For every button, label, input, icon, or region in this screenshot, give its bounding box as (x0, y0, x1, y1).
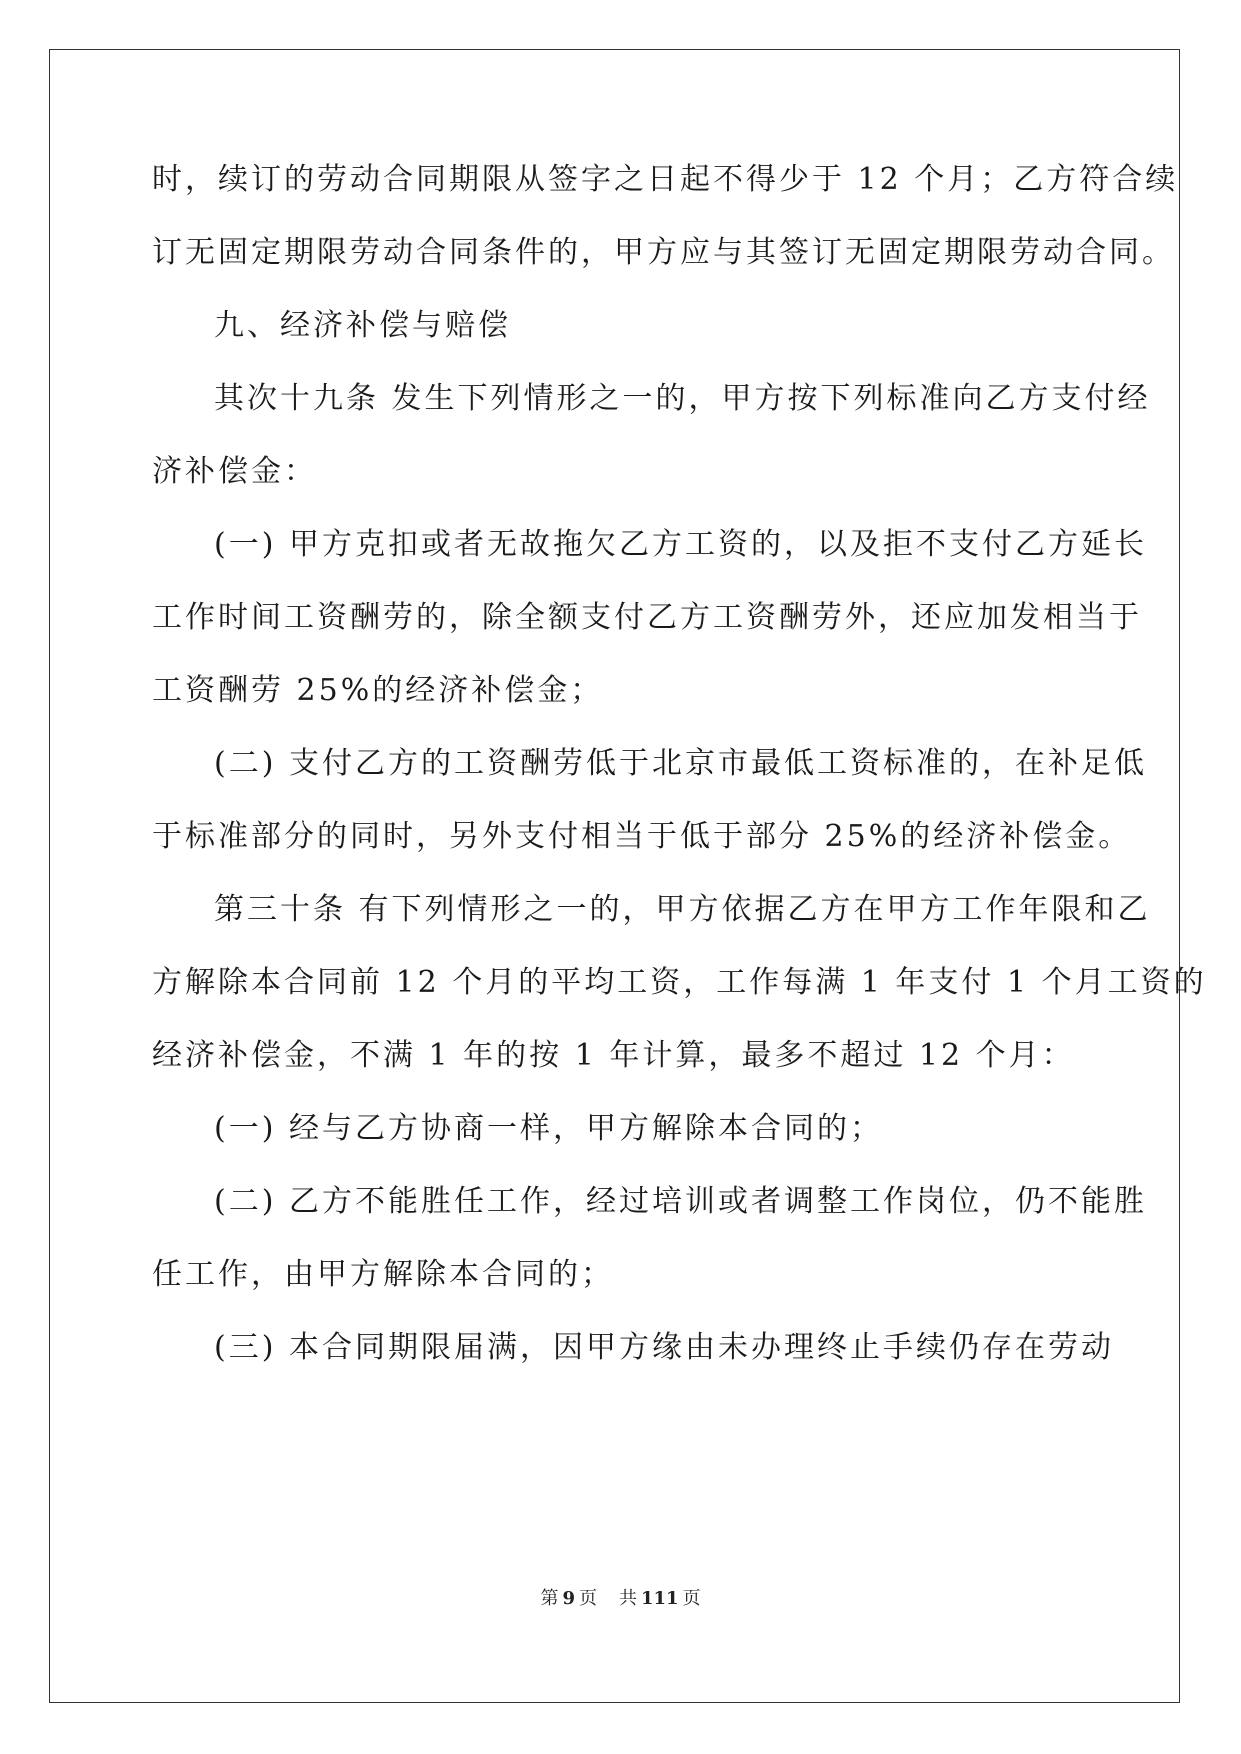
text-line: 经济补偿金，不满 1 年的按 1 年计算，最多不超过 12 个月： (152, 1038, 1075, 1073)
text-line: 任工作，由甲方解除本合同的； (152, 1257, 614, 1292)
total-suffix: 页 (682, 1588, 701, 1609)
text-line: (二) 支付乙方的工资酬劳低于北京市最低工资标准的，在补足低 (214, 746, 1147, 781)
text-line: 其次十九条 发生下列情形之一的，甲方按下列标准向乙方支付经 (214, 381, 1151, 416)
total-pages: 111 (640, 1588, 679, 1609)
text-line: 济补偿金： (152, 454, 317, 489)
page-footer (0, 1584, 1241, 1610)
page-suffix: 页 (578, 1588, 597, 1609)
total-prefix: 共 (618, 1588, 637, 1609)
text-line: 工作时间工资酬劳的，除全额支付乙方工资酬劳外，还应加发相当于 (152, 600, 1142, 635)
text-line: 工资酬劳 25%的经济补偿金； (152, 673, 604, 708)
text-line: (一) 甲方克扣或者无故拖欠乙方工资的，以及拒不支付乙方延长 (214, 527, 1147, 562)
text-line: 第三十条 有下列情形之一的，甲方依据乙方在甲方工作年限和乙 (214, 892, 1151, 927)
text-line: 于标准部分的同时，另外支付相当于低于部分 25%的经济补偿金。 (152, 819, 1132, 854)
section-heading: 九、经济补偿与赔偿 (214, 308, 511, 343)
text-line: 时，续订的劳动合同期限从签字之日起不得少于 12 个月；乙方符合续 (152, 162, 1179, 197)
page-number: 9 (562, 1588, 575, 1609)
text-line: (三) 本合同期限届满，因甲方缘由未办理终止手续仍存在劳动 (214, 1330, 1114, 1365)
page-border (49, 49, 1180, 1703)
text-line: (一) 经与乙方协商一样，甲方解除本合同的； (214, 1111, 883, 1146)
text-line: (二) 乙方不能胜任工作，经过培训或者调整工作岗位，仍不能胜 (214, 1184, 1147, 1219)
page-prefix: 第 (540, 1588, 559, 1609)
text-line: 订无固定期限劳动合同条件的，甲方应与其签订无固定期限劳动合同。 (152, 235, 1175, 270)
text-line: 方解除本合同前 12 个月的平均工资，工作每满 1 年支付 1 个月工资的 (152, 965, 1207, 1000)
